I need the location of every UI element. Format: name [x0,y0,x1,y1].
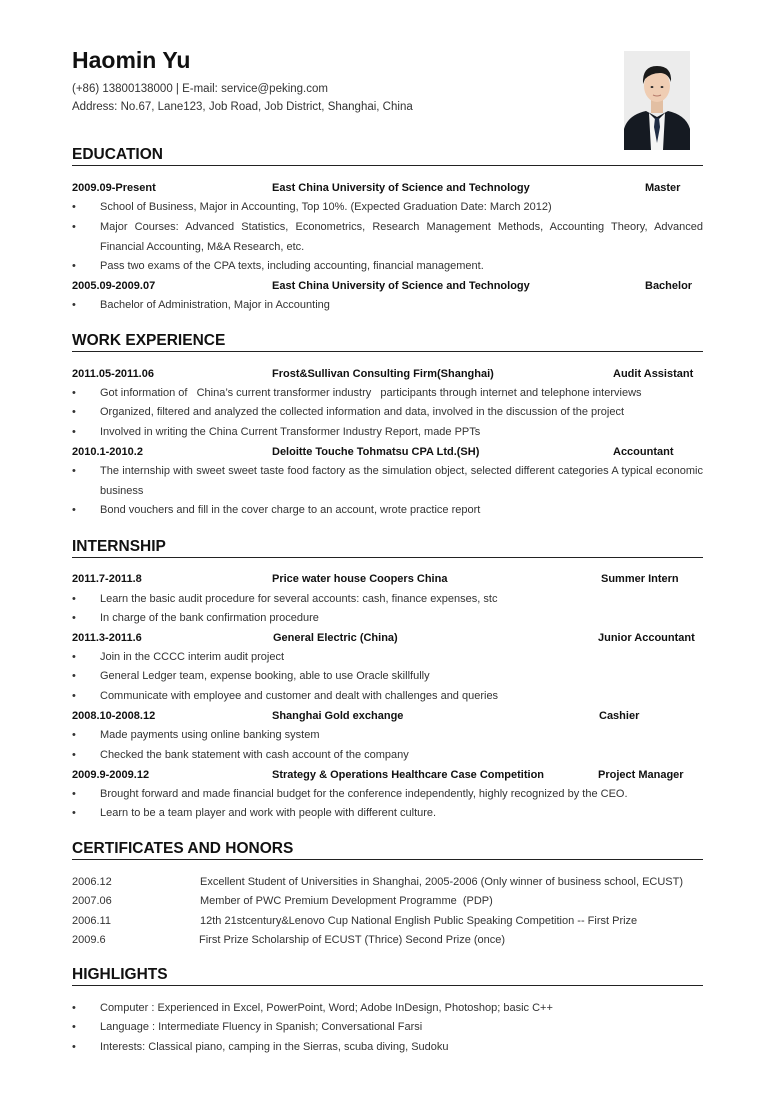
bullet-text: Involved in writing the China Current Transformer Industry Report, made PPTs [100,426,481,438]
candidate-name: Haomin Yu [72,47,191,73]
bullet-text: Bond vouchers and fill in the cover charge to an account, wrote practice report [100,504,481,516]
entry-organization: East China University of Science and Technology [272,280,530,292]
education-entry-header [72,280,703,295]
work-entry-header [72,446,703,461]
certificate-text: 12th 21stcentury&Lenovo Cup National English Public Speaking Competition -- First Prize [200,915,638,927]
bullet-icon: • [72,221,76,233]
bullet-text: Checked the bank statement with cash account of the company [100,749,409,761]
entry-date: 2011.05-2011.06 [72,368,154,380]
bullet-icon: • [72,749,76,761]
work-entry-header [72,368,703,383]
certificate-text: First Prize Scholarship of ECUST (Thrice) Second Prize (once) [199,934,506,946]
bullet-text: Language : Intermediate Fluency in Spanish; Conversational Farsi [100,1021,423,1033]
education-entry-header [72,182,703,197]
entry-role: Cashier [599,710,640,722]
entry-role: Project Manager [598,769,684,781]
certificate-date: 2006.12 [72,876,112,888]
bullet-icon: • [72,1002,76,1014]
bullet-text: Join in the CCCC interim audit project [100,651,285,663]
bullet-text: Learn to be a team player and work with people with different culture. [100,807,437,819]
section-divider [72,351,703,352]
bullet-text: Brought forward and made financial budget for the conference independently, highly recognized by the CEO. [100,788,628,800]
entry-role: Bachelor [645,280,693,292]
bullet-icon: • [72,504,76,516]
certificate-item [72,876,703,891]
bullet-icon: • [72,651,76,663]
section-divider [72,985,703,986]
certificate-date: 2006.11 [72,915,111,927]
bullet-text: Organized, filtered and analyzed the collected information and data, involved in the discussion of the project [100,406,625,418]
bullet-text: In charge of the bank confirmation procedure [100,612,319,624]
contact-line: (+86) 13800138000 | E-mail: service@peking.com [72,83,328,95]
entry-organization: Strategy & Operations Healthcare Case Competition [272,769,545,781]
person-portrait-icon [624,51,690,150]
internship-entry-header [72,710,703,725]
bullet-icon: • [72,593,76,605]
bullet-icon: • [72,260,76,272]
certificate-text: Excellent Student of Universities in Shanghai, 2005-2006 (Only winner of business school, ECUST) [200,876,684,888]
bullet-text: Interests: Classical piano, camping in the Sierras, scuba diving, Sudoku [100,1041,449,1053]
certificate-date: 2007.06 [72,895,112,907]
section-divider [72,165,703,166]
entry-date: 2009.9-2009.12 [72,769,150,781]
bullet-text: Major Courses: Advanced Statistics, Econometrics, Research Management Methods, Accounting Theory, Advanced Financial Accounting, M&A Research, etc. [100,221,703,253]
entry-role: Master [645,182,681,194]
certificate-text: Member of PWC Premium Development Programme (PDP) [200,895,493,907]
entry-organization: Deloitte Touche Tohmatsu CPA Ltd.(SH) [272,446,480,458]
section-title-highlights: HIGHLIGHTS [72,966,168,983]
bullet-icon: • [72,1041,76,1053]
entry-organization: East China University of Science and Technology [272,182,530,194]
bullet-icon: • [72,201,76,213]
entry-organization: Price water house Coopers China [272,573,448,585]
section-title-internship: INTERNSHIP [72,538,166,555]
internship-entry-header [72,573,703,588]
bullet-text: Learn the basic audit procedure for several accounts: cash, finance expenses, stc [100,593,498,605]
section-title-work-experience: WORK EXPERIENCE [72,332,226,349]
bullet-icon: • [72,690,76,702]
bullet-text: The internship with sweet sweet taste food factory as the simulation object, selected different categories A typical economic business [100,465,703,497]
entry-role: Accountant [613,446,674,458]
bullet-text: Got information of China’s current transformer industry participants through internet and telephone interviews [100,387,642,399]
profile-photo [624,51,690,150]
bullet-text: Computer : Experienced in Excel, PowerPoint, Word; Adobe InDesign, Photoshop; basic C++ [100,1002,553,1014]
section-title-certificates: CERTIFICATES AND HONORS [72,840,294,857]
certificate-item [72,915,703,930]
bullet-icon: • [72,788,76,800]
entry-role: Summer Intern [601,573,679,585]
bullet-text: Bachelor of Administration, Major in Accounting [100,299,330,311]
entry-organization: General Electric (China) [273,632,398,644]
section-divider [72,859,703,860]
bullet-text: Communicate with employee and customer and dealt with challenges and queries [100,690,499,702]
certificate-item [72,934,703,949]
bullet-icon: • [72,1021,76,1033]
bullet-icon: • [72,387,76,399]
entry-date: 2011.3-2011.6 [72,632,142,644]
bullet-icon: • [72,465,76,477]
bullet-icon: • [72,299,76,311]
entry-organization: Frost&Sullivan Consulting Firm(Shanghai) [272,368,494,380]
entry-date: 2011.7-2011.8 [72,573,142,585]
bullet-text: Made payments using online banking system [100,729,320,741]
bullet-icon: • [72,406,76,418]
bullet-text: Pass two exams of the CPA texts, including accounting, financial management. [100,260,484,272]
entry-date: 2008.10-2008.12 [72,710,156,722]
bullet-icon: • [72,729,76,741]
section-title-education: EDUCATION [72,146,163,163]
entry-role: Audit Assistant [613,368,694,380]
entry-organization: Shanghai Gold exchange [272,710,404,722]
address-line: Address: No.67, Lane123, Job Road, Job District, Shanghai, China [72,101,413,113]
bullet-icon: • [72,807,76,819]
certificate-item [72,895,703,910]
entry-date: 2005.09-2009.07 [72,280,156,292]
entry-date: 2009.09-Present [72,182,156,194]
bullet-text: General Ledger team, expense booking, able to use Oracle skillfully [100,670,430,682]
bullet-icon: • [72,612,76,624]
entry-role: Junior Accountant [598,632,695,644]
certificate-date: 2009.6 [72,934,106,946]
bullet-icon: • [72,426,76,438]
internship-entry-header [72,632,703,647]
internship-entry-header [72,769,703,784]
entry-date: 2010.1-2010.2 [72,446,143,458]
section-divider [72,557,703,558]
bullet-icon: • [72,670,76,682]
bullet-text: School of Business, Major in Accounting, Top 10%. (Expected Graduation Date: March 2012) [100,201,552,213]
